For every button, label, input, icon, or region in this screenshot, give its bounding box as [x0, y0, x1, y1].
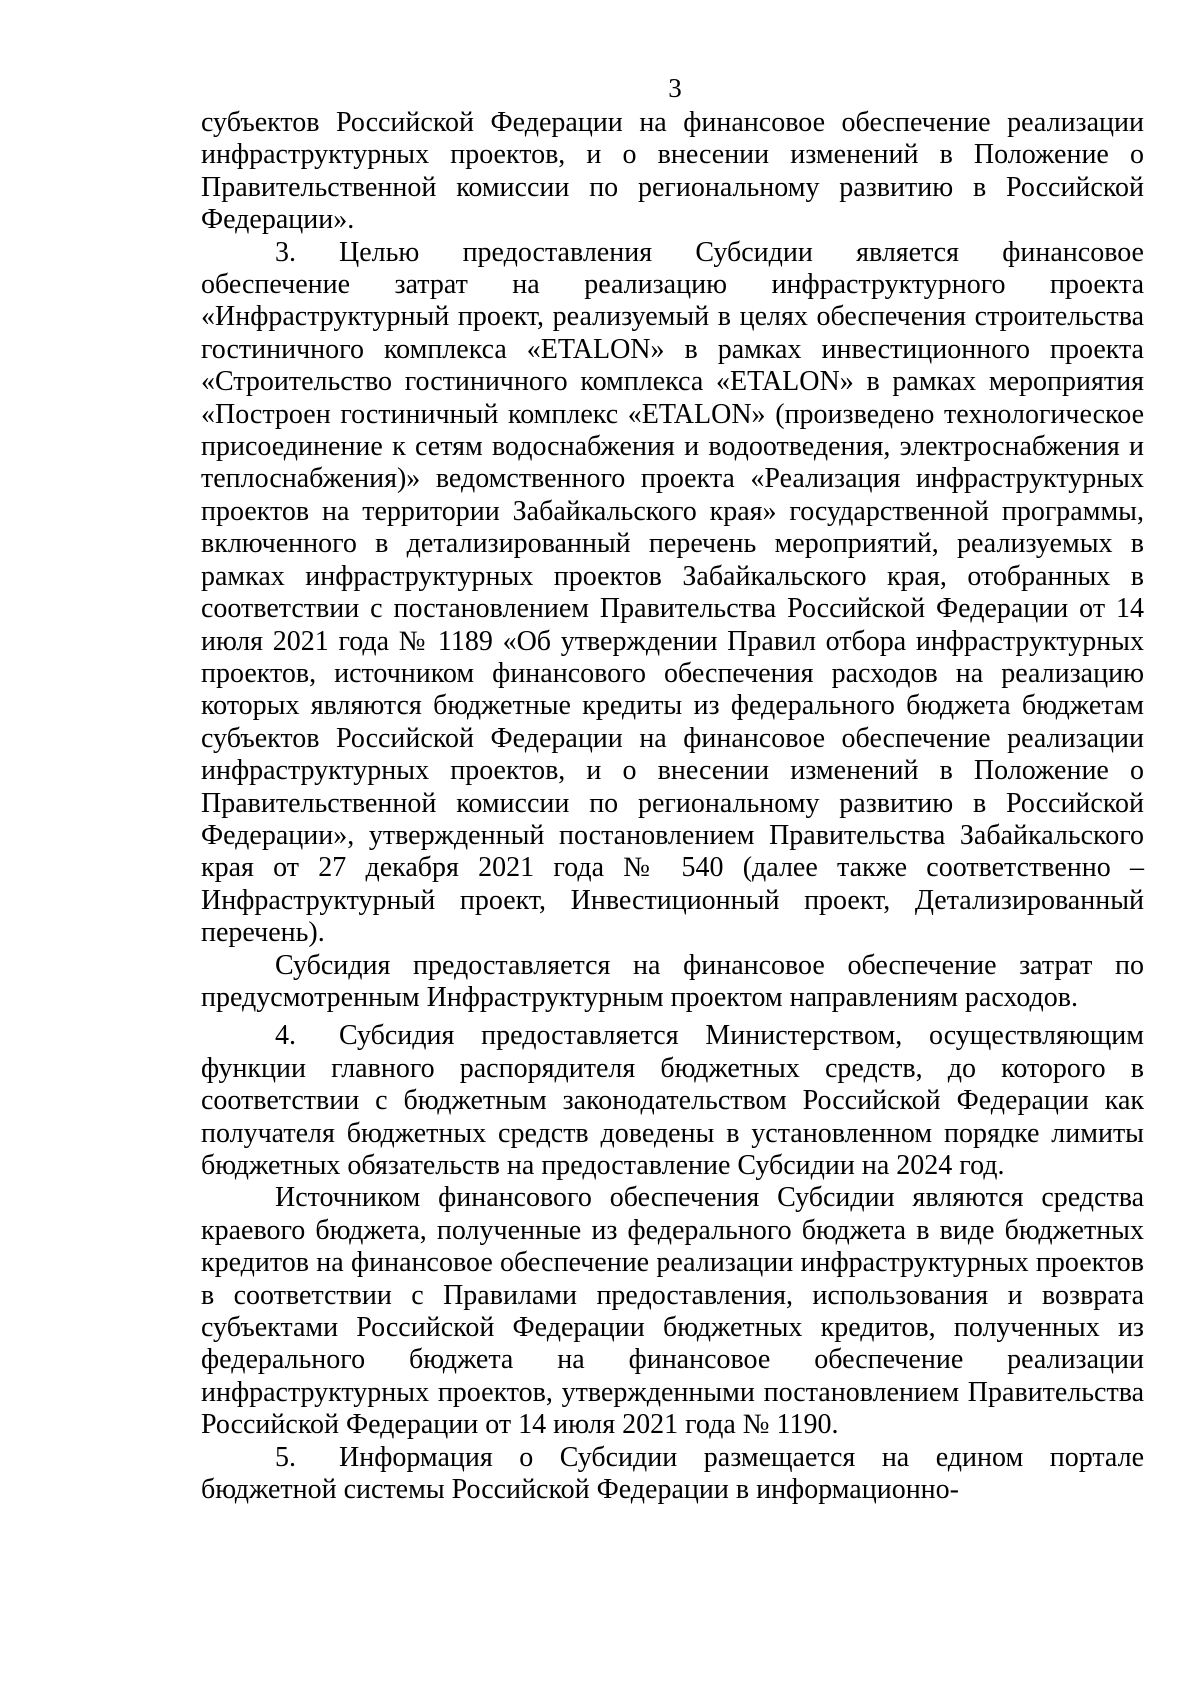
- paragraph-subsidy-purpose: [201, 950, 1144, 1015]
- paragraph-continuation: [201, 107, 1144, 237]
- item-number: 4.: [275, 1020, 296, 1052]
- paragraph-text: Субсидия предоставляется на финансовое обеспечение затрат по предусмотренным Инфраструктурным проектом направлениям расходов.: [201, 949, 1144, 1013]
- paragraph-item-5: [201, 1442, 1144, 1507]
- paragraph-text: Источником финансового обеспечения Субсидии являются средства краевого бюджета, полученные из федерального бюджета в виде бюджетных кредитов на финансовое обеспечение реализации инфраструктурных проектов в соответствии с Правилами предоставления, использования и возврата субъектами Российской Федерации бюджетных кредитов, полученных из федерального бюджета на финансовое обеспечение реализации инфраструктурных проектов, утвержденными постановлением Правительства Российской Федерации от 14 июля 2021 года № 1190.: [201, 1182, 1144, 1441]
- paragraph-text: Целью предоставления Субсидии является финансовое обеспечение затрат на реализацию инфраструктурного проекта «Инфраструктурный проект, реализуемый в целях обеспечения строительства гостиничного комплекса «ETALON» в рамках инвестиционного проекта «Строительство гостиничного комплекса «ETALON» в рамках мероприятия «Построен гостиничный комплекс «ETALON» (произведено технологическое присоединение к сетям водоснабжения и водоотведения, электроснабжения и теплоснабжения)» ведомственного проекта «Реализация инфраструктурных проектов на территории Забайкальского края» государственной программы, включенного в детализированный перечень мероприятий, реализуемых в рамках инфраструктурных проектов Забайкальского края, отобранных в соответствии с постановлением Правительства Российской Федерации от 14 июля 2021 года № 1189 «Об утверждении Правил отбора инфраструктурных проектов, источником финансового обеспечения расходов на реализацию которых являются бюджетные кредиты из федерального бюджета бюджетам субъектов Российской Федерации на финансовое обеспечение реализации инфраструктурных проектов, и о внесении изменений в Положение о Правительственной комиссии по региональному развитию в Российской Федерации», утвержденный постановлением Правительства Забайкальского края от 27 декабря 2021 года № 540 (далее также соответственно – Инфраструктурный проект, Инвестиционный проект, Детализированный перечень).: [201, 236, 1144, 949]
- page-number: 3: [668, 73, 682, 103]
- paragraph-item-3: [201, 237, 1144, 950]
- item-number: 5.: [275, 1441, 296, 1473]
- item-number: 3.: [275, 236, 296, 268]
- paragraph-text: субъектов Российской Федерации на финансовое обеспечение реализации инфраструктурных проектов, и о внесении изменений в Положение о Правительственной комиссии по региональному развитию в Российской Федерации».: [201, 107, 1144, 236]
- paragraph-funding-source: [201, 1182, 1144, 1441]
- paragraph-item-4: [201, 1020, 1144, 1182]
- document-body: [201, 107, 1144, 1506]
- paragraph-text: Информация о Субсидии размещается на едином портале бюджетной системы Российской Федерации в информационно-: [201, 1441, 1144, 1506]
- paragraph-text: Субсидия предоставляется Министерством, осуществляющим функции главного распорядителя бюджетных средств, до которого в соответствии с бюджетным законодательством Российской Федерации как получателя бюджетных средств доведены в установленном порядке лимиты бюджетных обязательств на предоставление Субсидии на 2024 год.: [201, 1020, 1144, 1181]
